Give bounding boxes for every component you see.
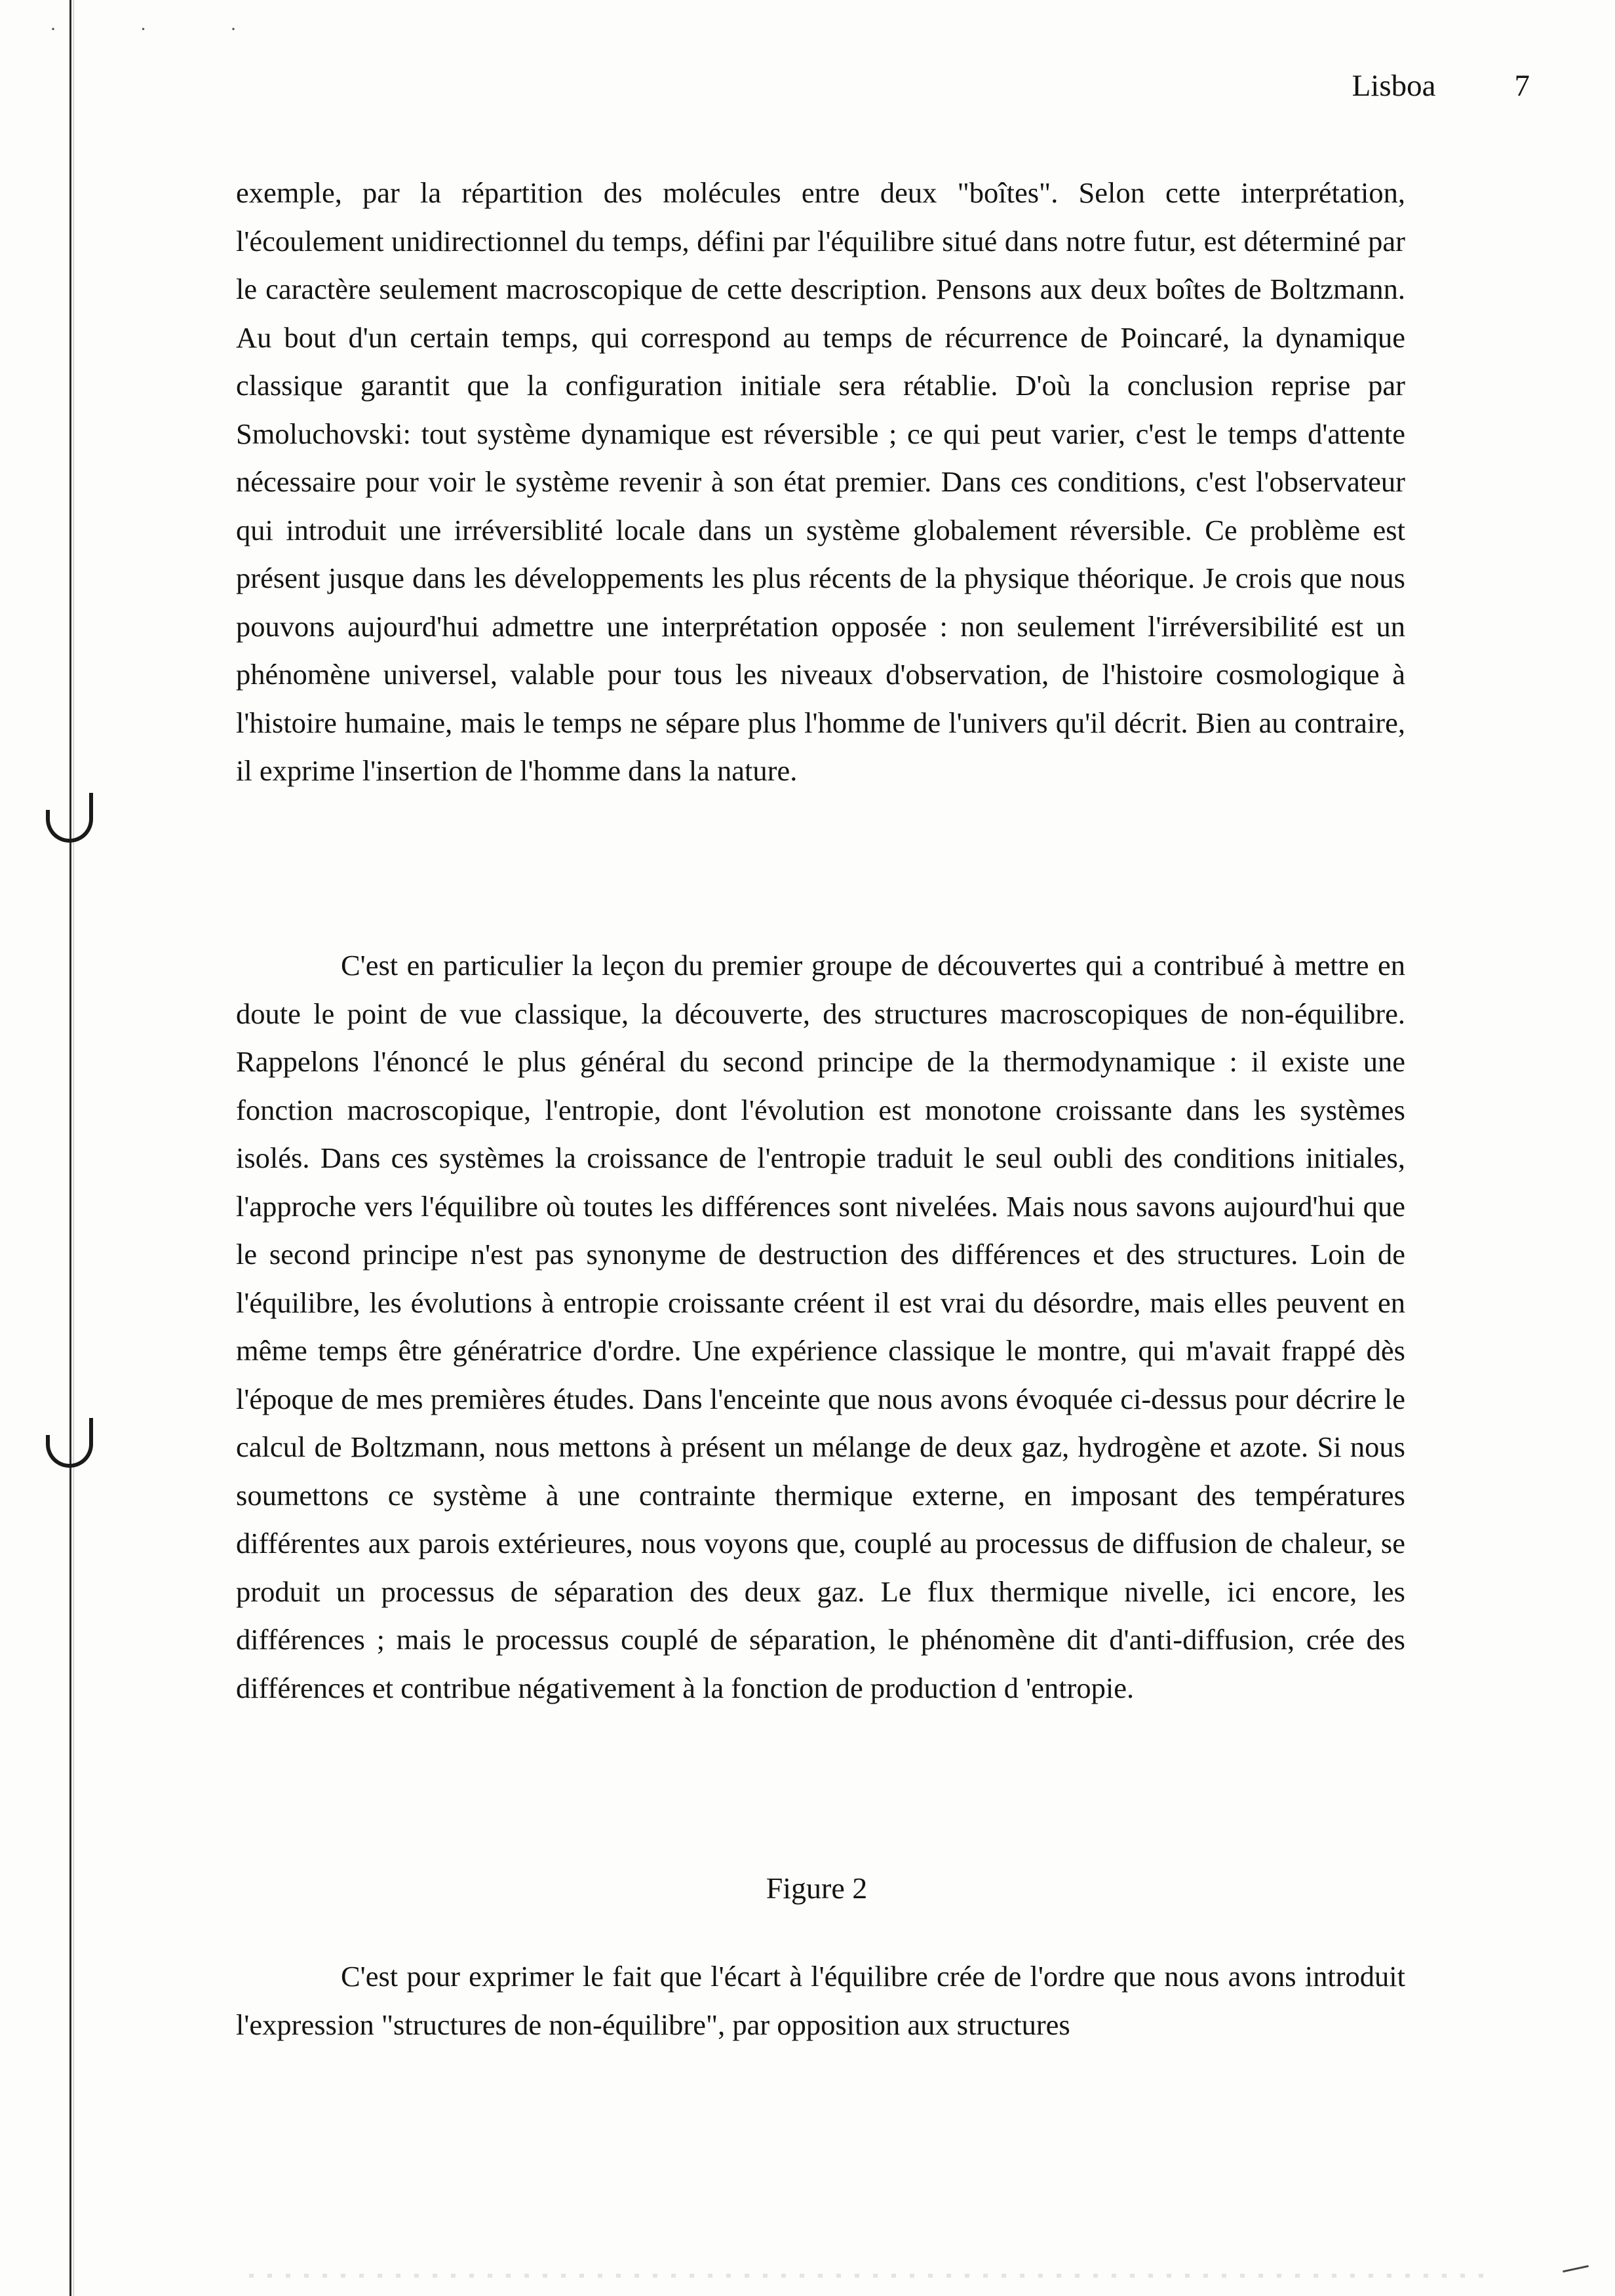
body-paragraph: C'est pour exprimer le fait que l'écart à l'équilibre crée de l'ordre que nous avons introduit l'expression "structures de non-équilibre", par opposition aux structures: [236, 1960, 1405, 2041]
page-number: 7: [1514, 69, 1530, 103]
scan-artifact: · · ·: [50, 18, 276, 40]
binder-clip-mark: [46, 1435, 93, 1468]
figure-caption-text: Figure 2: [766, 1871, 868, 1905]
scan-artifact: [249, 2274, 1494, 2278]
body-paragraph: C'est en particulier la leçon du premier groupe de découvertes qui a contribué à mettre en doute le point de vue classique, la découverte, des structures macroscopiques de non-équilibre. Rappelons l'énoncé le plus général du second principe de la thermodynamique : il existe une fonction macroscopique, l'entropie, dont l'évolution est monotone croissante dans les systèmes isolés. Dans ces systèmes la croissance de l'entropie traduit le seul oubli des conditions initiales, l'approche vers l'équilibre où toutes les différences sont nivelées. Mais nous savons aujourd'hui que le second principe n'est pas synonyme de destruction des différences et des structures. Loin de l'équilibre, les évolutions à entropie croissante créent il est vrai du désordre, mais elles peuvent en même temps être génératrice d'ordre. Une expérience classique le montre, qui m'avait frappé dès l'époque de mes premières études. Dans l'enceinte que nous avons évoquée ci-dessus pour décrire le calcul de Boltzmann, nous mettons à présent un mélange de deux gaz, hydrogène et azote. Si nous soumettons ce système à une contrainte thermique externe, en imposant des températures différentes aux parois extérieures, nous voyons que, couplé au processus de diffusion de chaleur, se produit un processus de séparation des deux gaz. Le flux thermique nivelle, ici encore, les différences ; mais le processus couplé de séparation, le phénomène dit d'anti-diffusion, crée des différences et contribue négativement à la fonction de production d 'entropie.: [236, 949, 1405, 1704]
binding-margin-shadow: [73, 0, 74, 2296]
figure-caption: [0, 1871, 1615, 1905]
binder-clip-mark: [46, 810, 93, 843]
running-header: [1352, 68, 1530, 104]
body-paragraph: exemple, par la répartition des molécules entre deux "boîtes". Selon cette interprétation, l'écoulement unidirectionnel du temps, défini par l'équilibre situé dans notre futur, est déterminé par le caractère seulement macroscopique de cette description. Pensons aux deux boîtes de Boltzmann. Au bout d'un certain temps, qui correspond au temps de récurrence de Poincaré, la dynamique classique garantit que la configuration initiale sera rétablie. D'où la conclusion reprise par Smoluchovski: tout système dynamique est réversible ; ce qui peut varier, c'est le temps d'attente nécessaire pour voir le système revenir à son état premier. Dans ces conditions, c'est l'observateur qui introduit une irréversiblité locale dans un système globalement réversible. Ce problème est présent jusque dans les développements les plus récents de la physique théorique. Je crois que nous pouvons aujourd'hui admettre une interprétation opposée : non seulement l'irréversibilité est un phénomène universel, valable pour tous les niveaux d'observation, de l'histoire cosmologique à l'histoire humaine, mais le temps ne sépare plus l'homme de l'univers qu'il décrit. Bien au contraire, il exprime l'insertion de l'homme dans la nature.: [236, 176, 1405, 787]
binding-margin-line: [69, 0, 71, 2296]
scan-artifact: [1563, 2265, 1589, 2272]
header-title: Lisboa: [1352, 69, 1436, 103]
